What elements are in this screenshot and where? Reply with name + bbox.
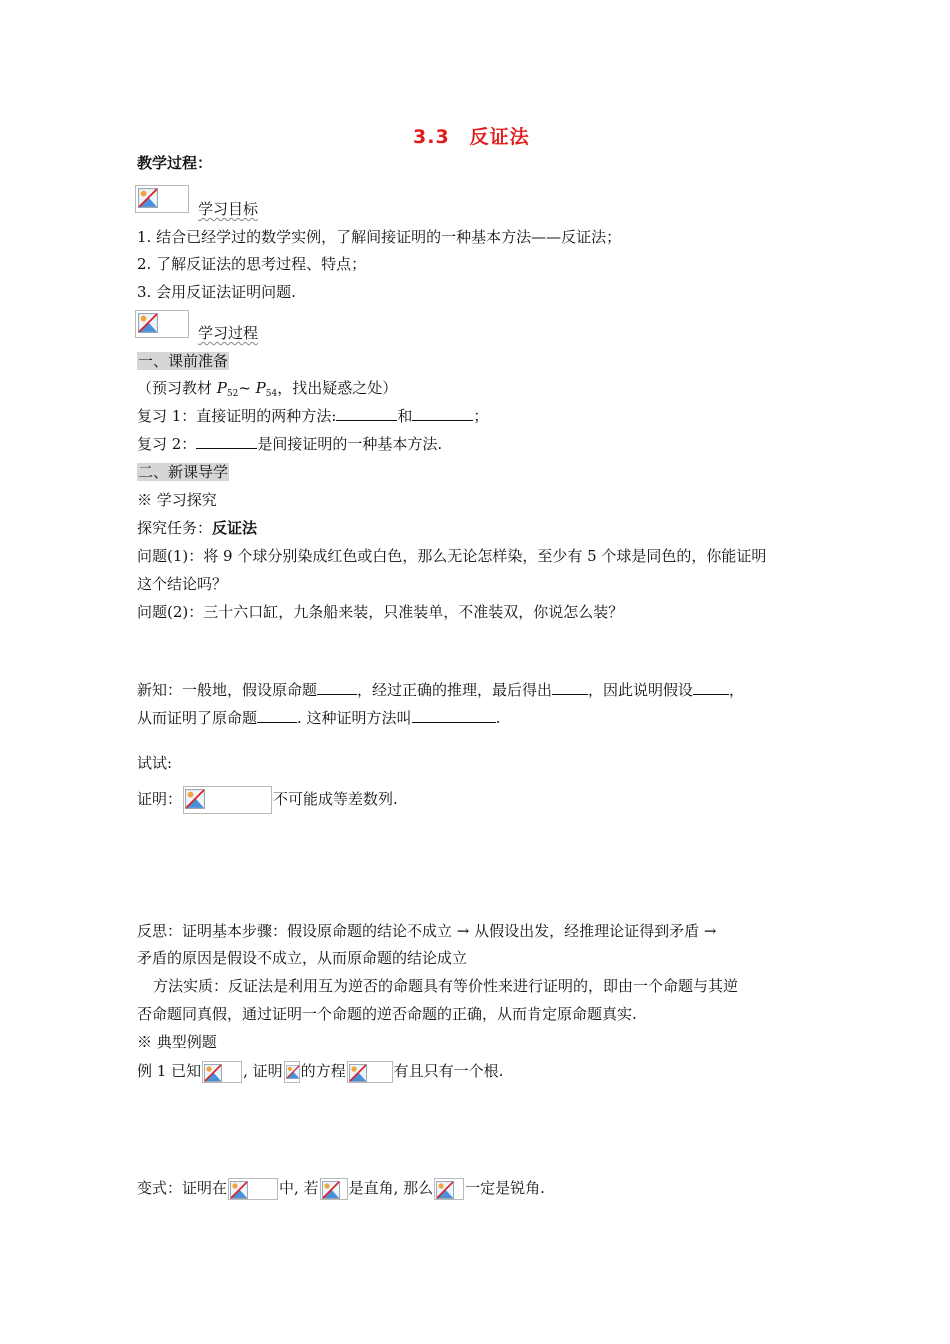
review-1: 复习 1：直接证明的两种方法: 和 ； [137, 407, 489, 425]
goals-heading: 学习目标 [198, 200, 259, 218]
reflection-line-1: 反思：证明基本步骤：假设原命题的结论不成立 → 从假设出发，经推理论证得到矛盾 → [137, 922, 717, 940]
method-line-2: 否命题同真假，通过证明一个命题的逆否命题的正确，从而肯定原命题真实. [137, 1005, 637, 1023]
page-title: 3.3 反证法 [413, 126, 530, 148]
broken-image-formula [183, 786, 272, 814]
broken-image-icon [436, 1181, 454, 1199]
broken-image-process [135, 310, 189, 338]
broken-image-icon [349, 1064, 367, 1082]
explore-heading: ※ 学习探究 [137, 491, 217, 509]
broken-image-formula [434, 1178, 464, 1200]
broken-image-formula [202, 1061, 242, 1083]
broken-image-formula [320, 1178, 348, 1200]
process-heading: 学习过程 [198, 324, 259, 342]
broken-image-icon [286, 1064, 300, 1080]
broken-image-icon [138, 313, 158, 333]
broken-image-formula [347, 1061, 393, 1083]
examples-heading: ※ 典型例题 [137, 1033, 217, 1051]
explore-task: 探究任务：反证法 [137, 519, 258, 537]
goal-item-2: 2. 了解反证法的思考过程、特点； [137, 255, 367, 273]
try-label: 试试: [137, 754, 173, 772]
broken-image-formula [228, 1178, 278, 1200]
section-heading-2: 二、新课导学 [138, 463, 229, 481]
method-line-1: 方法实质：反证法是利用互为逆否的命题具有等价性来进行证明的，即由一个命题与其逆 [153, 977, 739, 995]
broken-image-icon [138, 188, 158, 208]
proof-statement: 证明： 不可能成等差数列. [137, 786, 398, 814]
reflection-line-2: 矛盾的原因是假设不成立，从而原命题的结论成立 [137, 949, 468, 967]
question-1-line-2: 这个结论吗？ [137, 575, 228, 593]
preview-line: （预习教材 $P_{52}\sim$ $P_{54}$，找出疑惑之处） [137, 379, 398, 399]
question-1-line-1: 问题(1)：将 9 个球分别染成红色或白色，那么无论怎样染，至少有 5 个球是同色的，你能证明 [137, 547, 767, 565]
broken-image-icon [322, 1181, 340, 1199]
broken-image-icon [204, 1064, 222, 1082]
broken-image-icon [185, 789, 205, 809]
broken-image-icon [230, 1181, 248, 1199]
new-knowledge-line-1: 新知：一般地，假设原命题 ，经过正确的推理，最后得出 ，因此说明假设 ， [137, 681, 745, 699]
review-2: 复习 2： 是间接证明的一种基本方法. [137, 435, 443, 453]
example-1: 例 1 已知 , 证明 的方程 有且只有一个根. [137, 1061, 503, 1083]
question-2: 问题(2)：三十六口缸，九条船来装，只准装单，不准装双，你说怎么装？ [137, 603, 624, 621]
teaching-process-label: 教学过程： [137, 154, 213, 172]
new-knowledge-line-2: 从而证明了原命题 . 这种证明方法叫 . [137, 709, 501, 727]
variant: 变式：证明在 中, 若 是直角, 那么 一定是锐角. [137, 1178, 545, 1200]
section-heading-1: 一、课前准备 [138, 352, 229, 370]
broken-image-goals [135, 185, 189, 213]
broken-image-formula [284, 1061, 300, 1083]
goal-item-3: 3. 会用反证法证明问题. [137, 283, 296, 301]
goal-item-1: 1. 结合已经学过的数学实例，了解间接证明的一种基本方法——反证法； [137, 228, 622, 246]
